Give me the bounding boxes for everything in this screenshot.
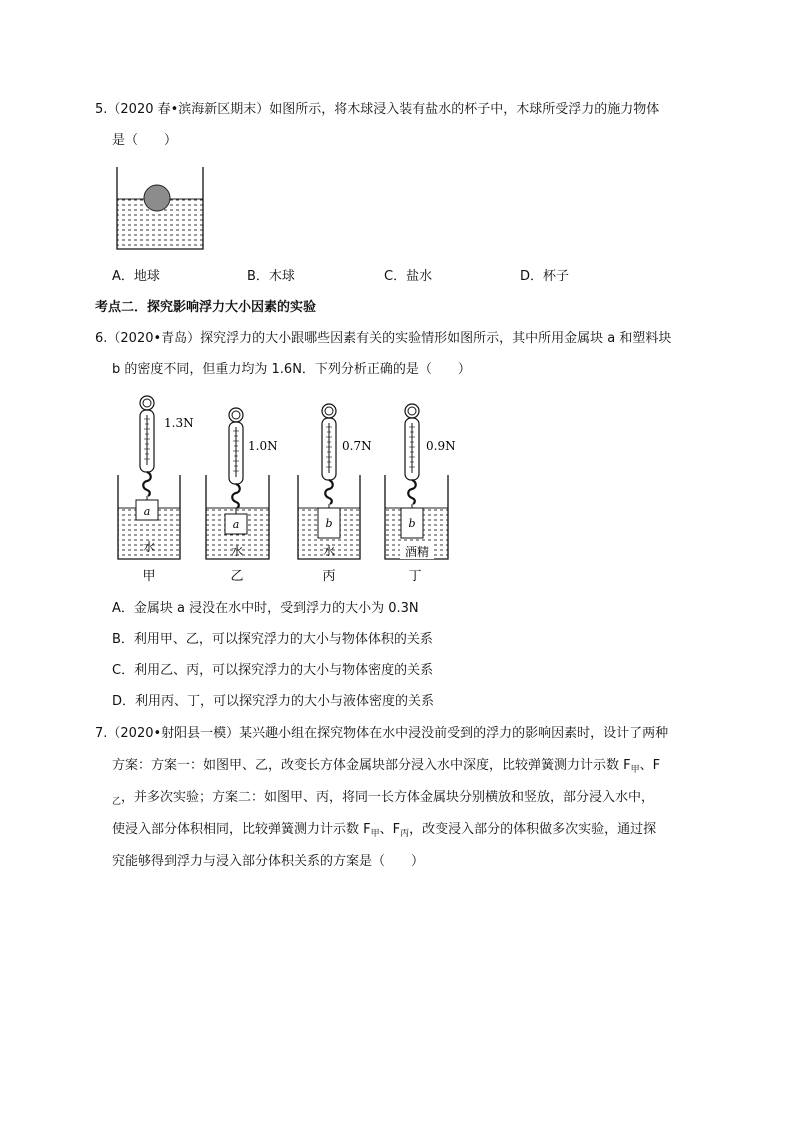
setup-ding [385, 404, 456, 584]
q5-option-a: A．地球 [112, 269, 160, 284]
q5-stem-line1: 5.（2020 春•滨海新区期末）如图所示，将木球浸入装有盐水的杯子中，木球所受浮力的施力物体 [95, 102, 660, 117]
caption-ding: 丁 [408, 569, 422, 584]
liquid-label-yi: 水 [230, 544, 244, 558]
liquid-label-bing: 水 [322, 544, 336, 558]
q6-stem-line1: 6.（2020•青岛）探究浮力的大小跟哪些因素有关的实验情形如图所示，其中所用金属块 a 和塑料块 [95, 331, 672, 346]
wooden-ball [144, 185, 170, 211]
liquid-label-jia: 水 [142, 540, 156, 554]
section-title: 考点二．探究影响浮力大小因素的实验 [95, 300, 317, 315]
q6-option-a: A．金属块 a 浸没在水中时，受到浮力的大小为 0.3N [112, 601, 419, 616]
caption-yi: 乙 [230, 569, 244, 584]
spring-scale-yi [229, 408, 243, 508]
q7-stem-line3: $_乙$，并多次实验；方案二：如图甲、丙，将同一长方体金属块分别横放和竖放，部分浸入水中， [112, 790, 655, 807]
q6-option-b: B．利用甲、乙，可以探究浮力的大小与物体体积的关系 [112, 632, 433, 647]
q6-option-d: D．利用丙、丁，可以探究浮力的大小与液体密度的关系 [112, 694, 435, 709]
setup-jia [118, 396, 194, 584]
reading-bing: 0.7N [342, 439, 372, 453]
q5-figure-ball-in-cup [110, 163, 210, 255]
setup-yi [206, 408, 278, 584]
reading-jia: 1.3N [164, 416, 194, 430]
q6-stem-line2: b 的密度不同，但重力均为 1.6N．下列分析正确的是（ ） [112, 362, 471, 377]
caption-bing: 丙 [322, 569, 336, 584]
reading-yi: 1.0N [248, 439, 278, 453]
block-label-yi: a [232, 518, 240, 531]
q7-stem-line4: 使浸入部分体积相同，比较弹簧测力计示数 $F_甲$、$F_丙$，改变浸入部分的体积做多次实验，通过探 [112, 822, 657, 839]
block-label-ding: b [408, 517, 416, 530]
block-label-bing: b [325, 517, 333, 530]
block-label-jia: a [143, 505, 151, 518]
q5-stem-line2: 是（ ） [112, 133, 178, 148]
spring-scale-bing [322, 404, 336, 504]
q5-option-b: B．木球 [247, 269, 295, 284]
q6-option-c: C．利用乙、丙，可以探究浮力的大小与物体密度的关系 [112, 663, 434, 678]
spring-scale-jia [140, 396, 154, 496]
caption-jia: 甲 [142, 569, 156, 584]
q5-option-c: C．盐水 [384, 269, 433, 284]
q7-stem-line1: 7.（2020•射阳县一模）某兴趣小组在探究物体在水中浸没前受到的浮力的影响因素时，设计了两种 [95, 726, 669, 741]
q7-stem-line2: 方案：方案一：如图甲、乙，改变长方体金属块部分浸入水中深度，比较弹簧测力计示数 $F_甲$、F [112, 758, 661, 775]
spring-scale-ding [405, 404, 419, 504]
liquid-label-ding: 酒精 [404, 545, 430, 559]
reading-ding: 0.9N [426, 439, 456, 453]
setup-bing [298, 404, 372, 584]
q6-figure-spring-scales [110, 393, 470, 588]
q7-stem-line5: 究能够得到浮力与浸入部分体积关系的方案是（ ） [112, 854, 425, 869]
q5-option-d: D．杯子 [520, 269, 570, 284]
